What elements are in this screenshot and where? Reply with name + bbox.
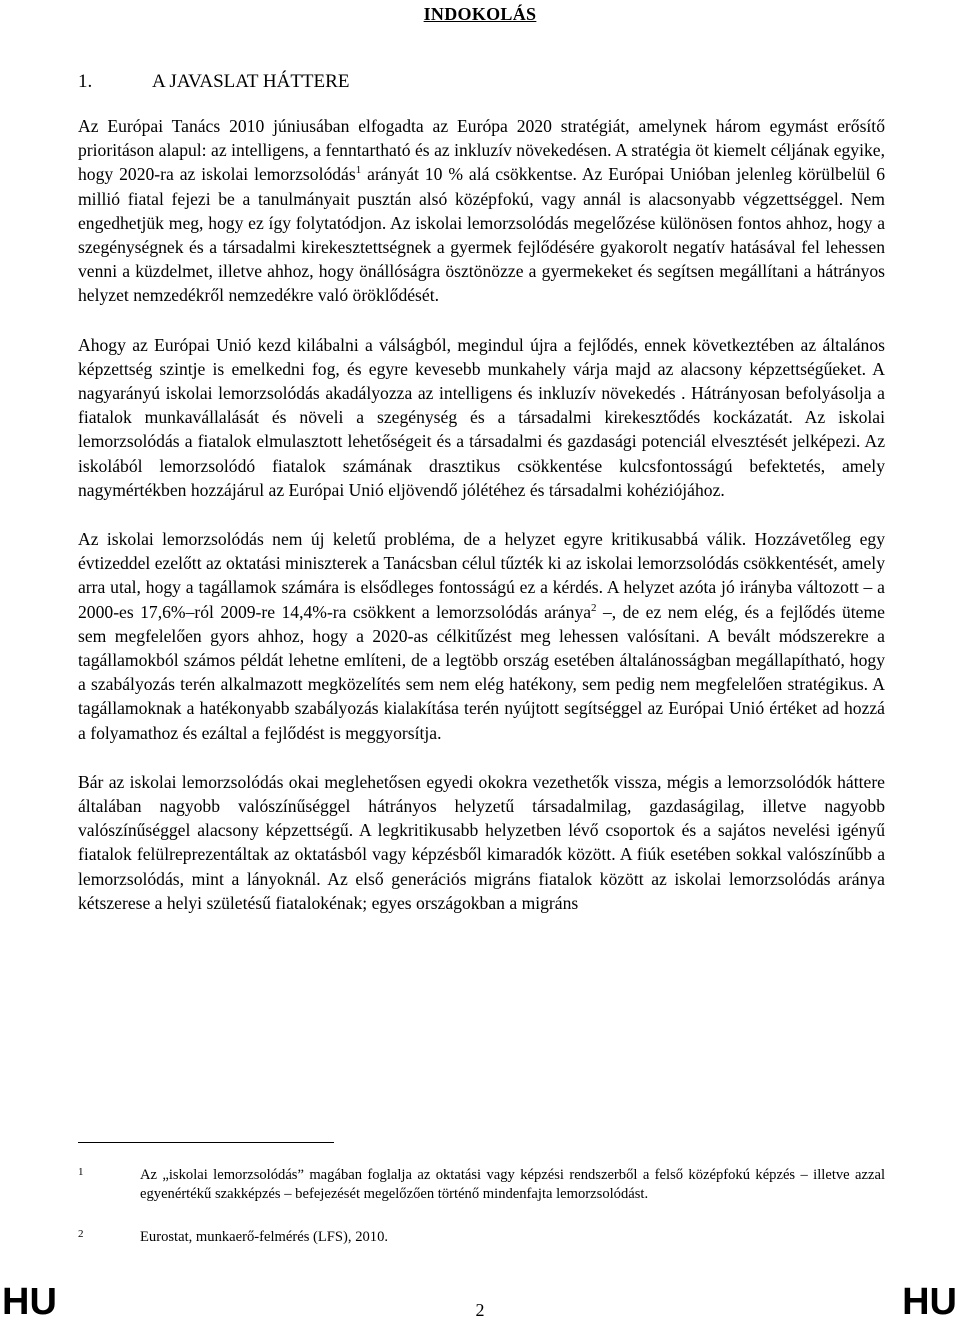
paragraph-text: Az Európai Tanács 2010 júniusában elfogadta az Európa 2020 stratégiát, amelynek három egymást erősítő prioritáson alapul: az intelligens, a fenntartható és az inkluzív növekedésen. A stratégia öt kiemelt céljának egyike, hogy 2020-ra az iskolai lemorzsolódás: [78, 116, 885, 185]
footnote-text: Az „iskolai lemorzsolódás” magában foglalja az oktatási vagy képzési rendszerből a felső középfokú képzés – illetve azzal egyenértékű szakképzés – befejezését megelőzően történő mindenfajta lemorzsolódást.: [140, 1167, 885, 1202]
paragraph-text: Ahogy az Európai Unió kezd kilábalni a válságból, megindul újra a fejlődés, ennek következtében az általános képzettség szintje is emelkedni fog, és egyre kevesebb munkahely várja majd az alacsony képzettségűeket. A nagyarányú iskolai lemorzsolódás akadályozza az intelligens és inkluzív növekedés . Hátrányosan befolyásolja a fiatalok munkavállalását és növeli a szegénység és a társadalmi kirekesztődés kockázatát. Az iskolai lemorzsolódás a fiatalok elmulasztott lehetőségeit és a társadalmi és gazdasági potenciál elvesztését jelképezi. Az iskolából lemorzsolódó fiatalok számának drasztikus csökkentése kulcsfontosságú befektetés, amely nagymértékben hozzájárul az Európai Unió eljövendő jólétéhez és társadalmi kohéziójához.: [78, 334, 885, 500]
section-number: 1.: [78, 71, 93, 92]
section-heading: [78, 71, 349, 93]
footnote-mark: 2: [78, 1228, 84, 1240]
footnote-ref-2[interactable]: 2: [591, 601, 597, 614]
language-code-left: HU: [2, 1281, 57, 1323]
paragraph-2: [78, 333, 885, 502]
footnote-1: [78, 1166, 885, 1204]
footnote-mark: 1: [78, 1166, 84, 1178]
body-text: [78, 114, 885, 940]
paragraph-4: [78, 770, 885, 915]
language-code-right: HU: [902, 1281, 957, 1323]
footnote-text: Eurostat, munkaerő-felmérés (LFS), 2010.: [140, 1229, 389, 1245]
footnote-2: [78, 1228, 885, 1247]
paragraph-text: arányát 10 % alá csökkentse. Az Európai Unióban jelenleg körülbelül 6 millió fiatal fejezi be a tanulmányait pusztán alsó középfokú, vagy annál is alacsonyabb végzettséggel. Nem engedhetjük meg, hogy ez így folytatódjon. Az iskolai lemorzsolódás megelőzése különösen fontos ahhoz, hogy a szegénységnek és a társadalmi kirekesztettségnek a gyermek fejlődésére gyakorolt negatív hatásával fel lehessen venni a küzdelmet, illetve ahhoz, hogy önállóságra ösztönözze a gyermekeket és segítsen megállítani a hátrányos helyzet nemzedékről nemzedékre való öröklődését.: [78, 164, 885, 306]
footnote-ref-1[interactable]: 1: [355, 164, 362, 177]
page-number: 2: [475, 1300, 485, 1320]
paragraph-text: Az iskolai lemorzsolódás nem új keletű probléma, de a helyzet egyre kritikusabbá válik. Hozzávetőleg egy évtizeddel ezelőtt az oktatási miniszterek a Tanácsban célul tűzték ki az iskolai lemorzsolódás csökkentését, amely arra utal, hogy a tagállamok számára is elsődleges fontosságú ez a kérdés. A helyzet azóta jó irányba változott – a 2000-es 17,6%–ról 2009-re 14,4%-ra csökkent a lemorzsolódás aránya: [78, 529, 885, 622]
paragraph-text: Bár az iskolai lemorzsolódás okai meglehetősen egyedi okokra vezethetők vissza, mégis a lemorzsolódók háttere általában nagyobb valószínűséggel hátrányos helyzetű társadalmilag, gazdaságilag, illetve nagyobb valószínűséggel alacsony képzettségű. A legkritikusabb helyzetben lévő csoportok és a sajátos nevelési igényű fiatalok felülreprezentáltak az oktatásból vagy képzésből kimaradók között. A fiúk esetében sokkal valószínűbb a lemorzsolódás, mint a lányoknál. Az első generációs migráns fiatalok között az iskolai lemorzsolódás aránya kétszerese a helyi születésű fiatalokénak; egyes országokban a migráns: [78, 771, 885, 913]
paragraph-3: [78, 527, 885, 745]
section-title: A JAVASLAT HÁTTERE: [152, 71, 350, 92]
page-title: INDOKOLÁS: [423, 4, 537, 24]
paragraph-text: –, de ez nem elég, és a fejlődés üteme sem megfelelően gyors ahhoz, hogy a 2020-as célkitűzést meg lehessen valósítani. A bevált módszerekre a tagállamokból számos példát lehetne említeni, de a legtöbb ország esetében általánosságban megállapítható, hogy a szabályozás terén alkalmazott megközelítés sem nem elég hatékony, sem pedig nem megfelelően stratégikus. A tagállamoknak a hatékonyabb szabályozás kialakítása terén nyújtott segítséggel az Európai Unió értéket ad hozzá a folyamathoz és ezáltal a fejlődést is meggyorsítja.: [78, 601, 885, 743]
footnote-separator: [78, 1142, 334, 1143]
paragraph-1: [78, 114, 885, 308]
